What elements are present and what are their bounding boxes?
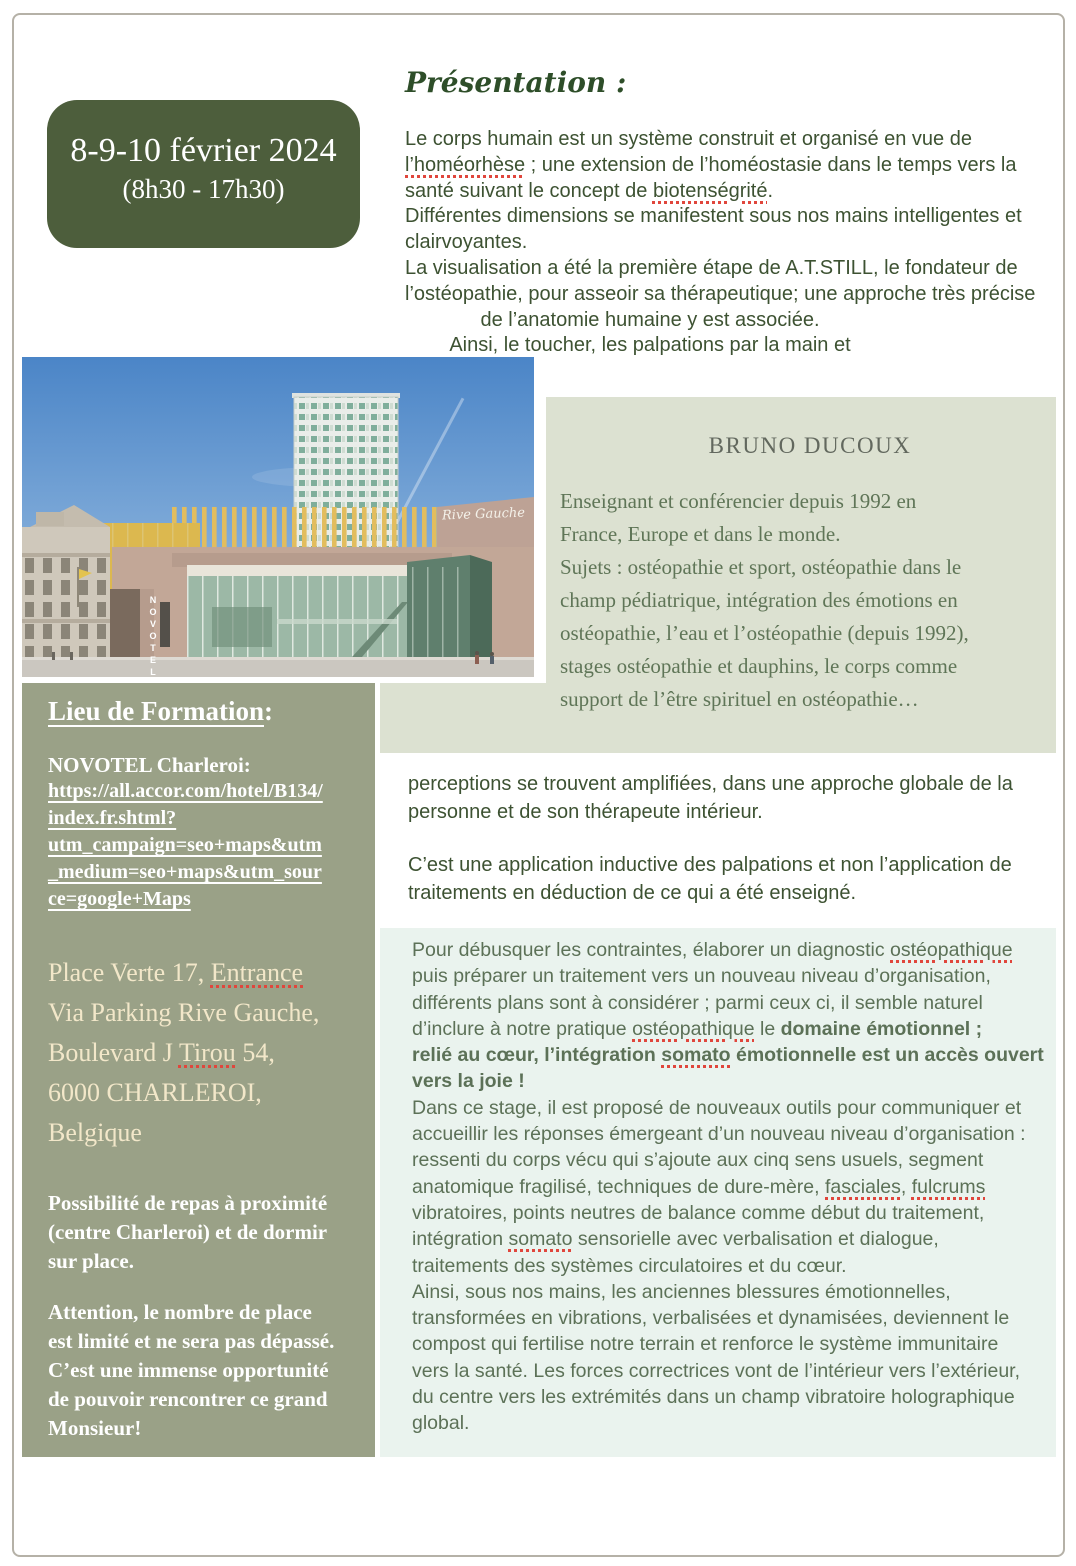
location-heading-colon: : — [264, 696, 273, 726]
misspelled-word: ostéopathique — [890, 939, 1013, 961]
mid-line: C’est une application inductive des palpations et non l’application de — [408, 854, 1012, 876]
speaker-text — [560, 433, 1060, 716]
program-text: d’inclure à notre pratique — [412, 1017, 633, 1040]
intro-line: Différentes dimensions se manifestent sous nos mains intelligentes et — [405, 205, 1022, 228]
hotel-label: NOVOTEL Charleroi: — [48, 753, 251, 777]
bio-line: Sujets : ostéopathie et sport, ostéopathie dans le — [560, 555, 962, 579]
program-text: intégration — [412, 1228, 509, 1251]
program-line — [412, 1042, 1042, 1068]
program-bold-text: relié au cœur, l’intégration — [412, 1044, 662, 1067]
note-line: (centre Charleroi) et de dormir — [48, 1220, 328, 1244]
capacity-note — [48, 1298, 375, 1443]
misspelled-word: somato — [661, 1044, 731, 1067]
time-text: (8h30 - 17h30) — [122, 174, 285, 204]
misspelled-word: biotenségrité — [652, 179, 768, 202]
program-line: transformées en vibrations, verbalisées et dynamisées, deviennent le — [412, 1307, 1010, 1330]
program-line: vers la santé. Les forces correctrices vont de l’intérieur vers l’extérieur, — [412, 1359, 1020, 1382]
note-line: C’est une immense opportunité — [48, 1358, 329, 1382]
note-line: Attention, le nombre de place — [48, 1300, 312, 1324]
program-line: Dans ce stage, il est proposé de nouveaux outils pour communiquer et — [412, 1096, 1022, 1119]
mid-line: personne et de son thérapeute intérieur. — [408, 800, 763, 823]
bio-line: stages ostéopathie et dauphins, le corps comme — [560, 654, 958, 678]
address-pre: Place Verte 17, — [48, 958, 211, 987]
location-sidebar — [22, 682, 375, 1457]
intro-line-centered: de l’anatomie humaine y est associée. — [480, 308, 820, 331]
program-bold-text: émotionnelle est un accès ouvert — [730, 1044, 1044, 1067]
bio-line: France, Europe et dans le monde. — [560, 522, 841, 546]
intro-line-pre: santé suivant le concept de — [405, 179, 653, 202]
misspelled-word: ostéopathique — [632, 1017, 755, 1040]
note-line: Monsieur! — [48, 1416, 142, 1440]
program-text: le — [754, 1017, 781, 1040]
intro-line — [405, 179, 1067, 205]
address-line: Via Parking Rive Gauche, — [48, 998, 320, 1027]
intro-line: l’ostéopathie, pour asseoir sa thérapeutique; une approche très précise — [405, 282, 1036, 305]
address-block — [48, 953, 375, 1153]
note-line: Possibilité de repas à proximité — [48, 1191, 328, 1215]
address-line: Belgique — [48, 1118, 142, 1147]
program-bold-text: domaine émotionnel ; — [780, 1017, 983, 1040]
intro-line: clairvoyantes. — [405, 231, 528, 254]
program-line: accueillir les réponses émergeant d’un nouveau niveau d’organisation : — [412, 1123, 1026, 1146]
intro-line-post: . — [767, 179, 774, 202]
program-line: compost qui fertilise notre terrain et renforce le système immunitaire — [412, 1333, 999, 1356]
program-line — [412, 1016, 1042, 1042]
meals-note — [48, 1189, 375, 1276]
program-bold-text: vers la joie ! — [412, 1070, 525, 1093]
program-box — [380, 928, 1056, 1457]
bio-line: champ pédiatrique, intégration des émotions en — [560, 588, 958, 612]
note-line: de pouvoir rencontrer ce grand — [48, 1387, 328, 1411]
program-text: Pour débusquer les contraintes, élaborer un diagnostic — [412, 939, 891, 961]
program-line: puis préparer un traitement vers un nouveau niveau d’organisation, — [412, 965, 991, 988]
intro-line: La visualisation a été la première étape de A.T.STILL, le fondateur de — [405, 256, 1018, 279]
novotel-sign: NOVOTEL — [148, 595, 158, 679]
hotel-link[interactable] — [48, 778, 375, 913]
rive-gauche-sign: Rive Gauche — [441, 505, 526, 524]
address-line — [48, 1033, 375, 1073]
mid-line: perceptions se trouvent amplifiées, dans une approche globale de la — [408, 773, 1013, 795]
program-line: ressenti du corps vécu qui s’ajoute aux cinq sens usuels, segment — [412, 1149, 984, 1172]
program-line: Ainsi, sous nos mains, les anciennes blessures émotionnelles, — [412, 1280, 951, 1303]
intro-line — [405, 153, 1067, 179]
program-text: sensorielle avec verbalisation et dialogue, — [572, 1228, 939, 1251]
address-line — [48, 953, 375, 993]
address-post: 54, — [235, 1038, 275, 1067]
misspelled-word: fasciales — [825, 1175, 901, 1198]
intro-paragraph — [405, 127, 1067, 359]
intro-line-rest: ; une extension de l’homéostasie dans le temps vers la — [525, 153, 1017, 176]
misspelled-word: Tirou — [178, 1038, 236, 1067]
bio-line: ostéopathie, l’eau et l’ostéopathie (depuis 1992), — [560, 621, 969, 645]
misspelled-word: l’homéorhèse — [405, 153, 526, 176]
program-line — [412, 1174, 1042, 1200]
location-heading — [48, 696, 375, 727]
program-text: , — [900, 1175, 912, 1198]
speaker-bio — [560, 485, 1060, 716]
misspelled-word: fulcrums — [911, 1175, 986, 1198]
continuation-paragraphs — [408, 771, 1013, 907]
speaker-name: BRUNO DUCOUX — [708, 433, 912, 458]
misspelled-word: somato — [508, 1228, 573, 1251]
program-line — [412, 937, 1042, 963]
date-box — [47, 100, 360, 248]
address-pre: Boulevard J — [48, 1038, 179, 1067]
hotel-link-line[interactable]: _medium=seo+maps&utm_sour — [48, 861, 322, 883]
date-text: 8-9-10 février 2024 — [70, 132, 337, 169]
program-line: différents plans sont à considérer ; parmi ceux ci, il semble naturel — [412, 991, 983, 1014]
presentation-title: Présentation : — [405, 66, 627, 99]
hotel-link-line[interactable]: utm_campaign=seo+maps&utm — [48, 834, 322, 856]
program-line: vibratoires, points neutres de balance comme début du traitement, — [412, 1201, 985, 1224]
hotel-link-line[interactable]: ce=google+Maps — [48, 888, 191, 910]
program-text: anatomique fragilisé, techniques de dure-mère, — [412, 1175, 825, 1198]
note-line: est limité et ne sera pas dépassé. — [48, 1329, 335, 1353]
note-line: sur place. — [48, 1249, 134, 1273]
program-line: traitements des systèmes circulatoires et du cœur. — [412, 1254, 847, 1277]
hotel-link-line[interactable]: https://all.accor.com/hotel/B134/ — [48, 780, 323, 802]
hotel-photo — [22, 357, 546, 683]
program-line — [412, 1068, 1042, 1094]
program-line: global. — [412, 1412, 470, 1435]
program-line — [412, 1226, 1042, 1252]
address-line: 6000 CHARLEROI, — [48, 1078, 262, 1107]
mid-paragraph-2 — [408, 852, 1013, 907]
mid-line: traitements en déduction de ce qui a été enseigné. — [408, 881, 857, 904]
location-heading-text: Lieu de Formation — [48, 696, 264, 726]
intro-line: Le corps humain est un système construit et organisé en vue de — [405, 128, 972, 150]
misspelled-word: Entrance — [210, 958, 304, 987]
intro-line-centered: Ainsi, le toucher, les palpations par la main et — [449, 334, 851, 357]
hotel-link-line[interactable]: index.fr.shtml? — [48, 807, 177, 829]
bio-line: support de l’être spirituel en ostéopathie… — [560, 687, 919, 711]
program-line: du centre vers les extrémités dans un champ vibratoire holographique — [412, 1386, 1015, 1409]
bio-line: Enseignant et conférencier depuis 1992 en — [560, 489, 917, 513]
